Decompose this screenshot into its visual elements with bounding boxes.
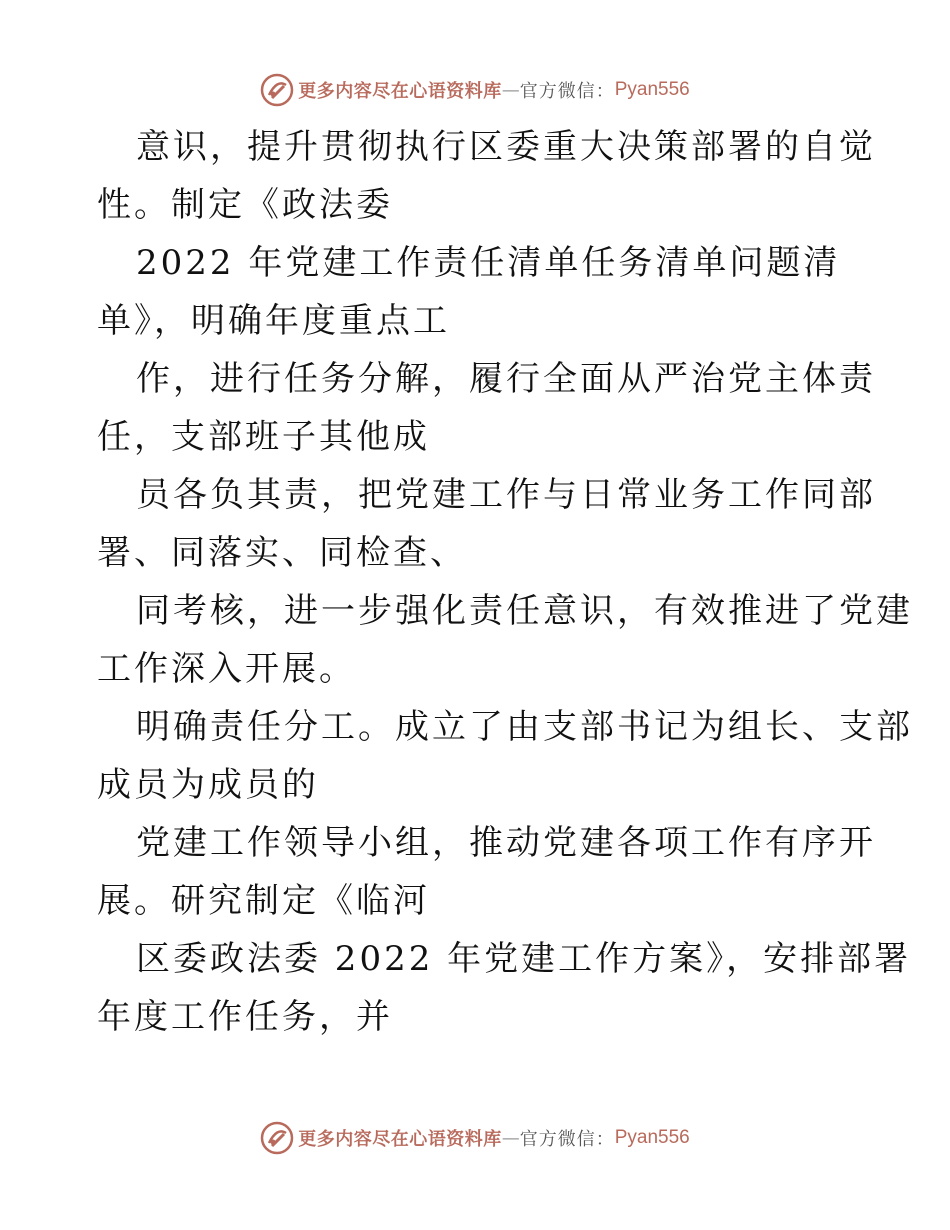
body-line: 单》，明确年度重点工 [97,301,450,341]
body-line: 任，支部班子其他成 [97,417,430,457]
body-line: 明确责任分工。成立了由支部书记为组长、支部 [136,707,913,747]
header-brand-text: 更多内容尽在心语资料库 [298,81,502,102]
body-line: 署、同落实、同检查、 [97,533,467,573]
footer-dash: — [501,1127,520,1149]
body-line: 党建工作领导小组，推动党建各项工作有序开 [136,823,876,863]
header-banner [0,70,950,110]
body-line: 工作深入开展。 [97,649,356,689]
brand-logo-icon [260,73,294,107]
footer-wechat-id: Pyan556 [614,1127,690,1148]
body-line: 性。制定《政法委 [97,185,393,225]
body-line: 展。研究制定《临河 [97,881,430,921]
footer-wechat-label: 官方微信： [519,1129,615,1150]
body-line: 意识，提升贯彻执行区委重大决策部署的自觉 [136,127,876,167]
header-wechat-id: Pyan556 [614,79,690,100]
body-line: 同考核，进一步强化责任意识，有效推进了党建 [136,591,913,631]
body-line: 成员为成员的 [97,765,319,805]
body-line: 员各负其责，把党建工作与日常业务工作同部 [136,475,876,515]
body-line: 年度工作任务，并 [97,997,393,1037]
footer-brand-text: 更多内容尽在心语资料库 [298,1129,502,1150]
body-line: 作，进行任务分解，履行全面从严治党主体责 [136,359,876,399]
footer-banner [0,1118,950,1158]
header-wechat-label: 官方微信： [519,81,615,102]
body-line: 区委政法委 2022 年党建工作方案》，安排部署 [136,939,912,979]
body-line: 2022 年党建工作责任清单任务清单问题清 [136,243,841,283]
brand-logo-icon [260,1121,294,1155]
header-dash: — [501,79,520,101]
